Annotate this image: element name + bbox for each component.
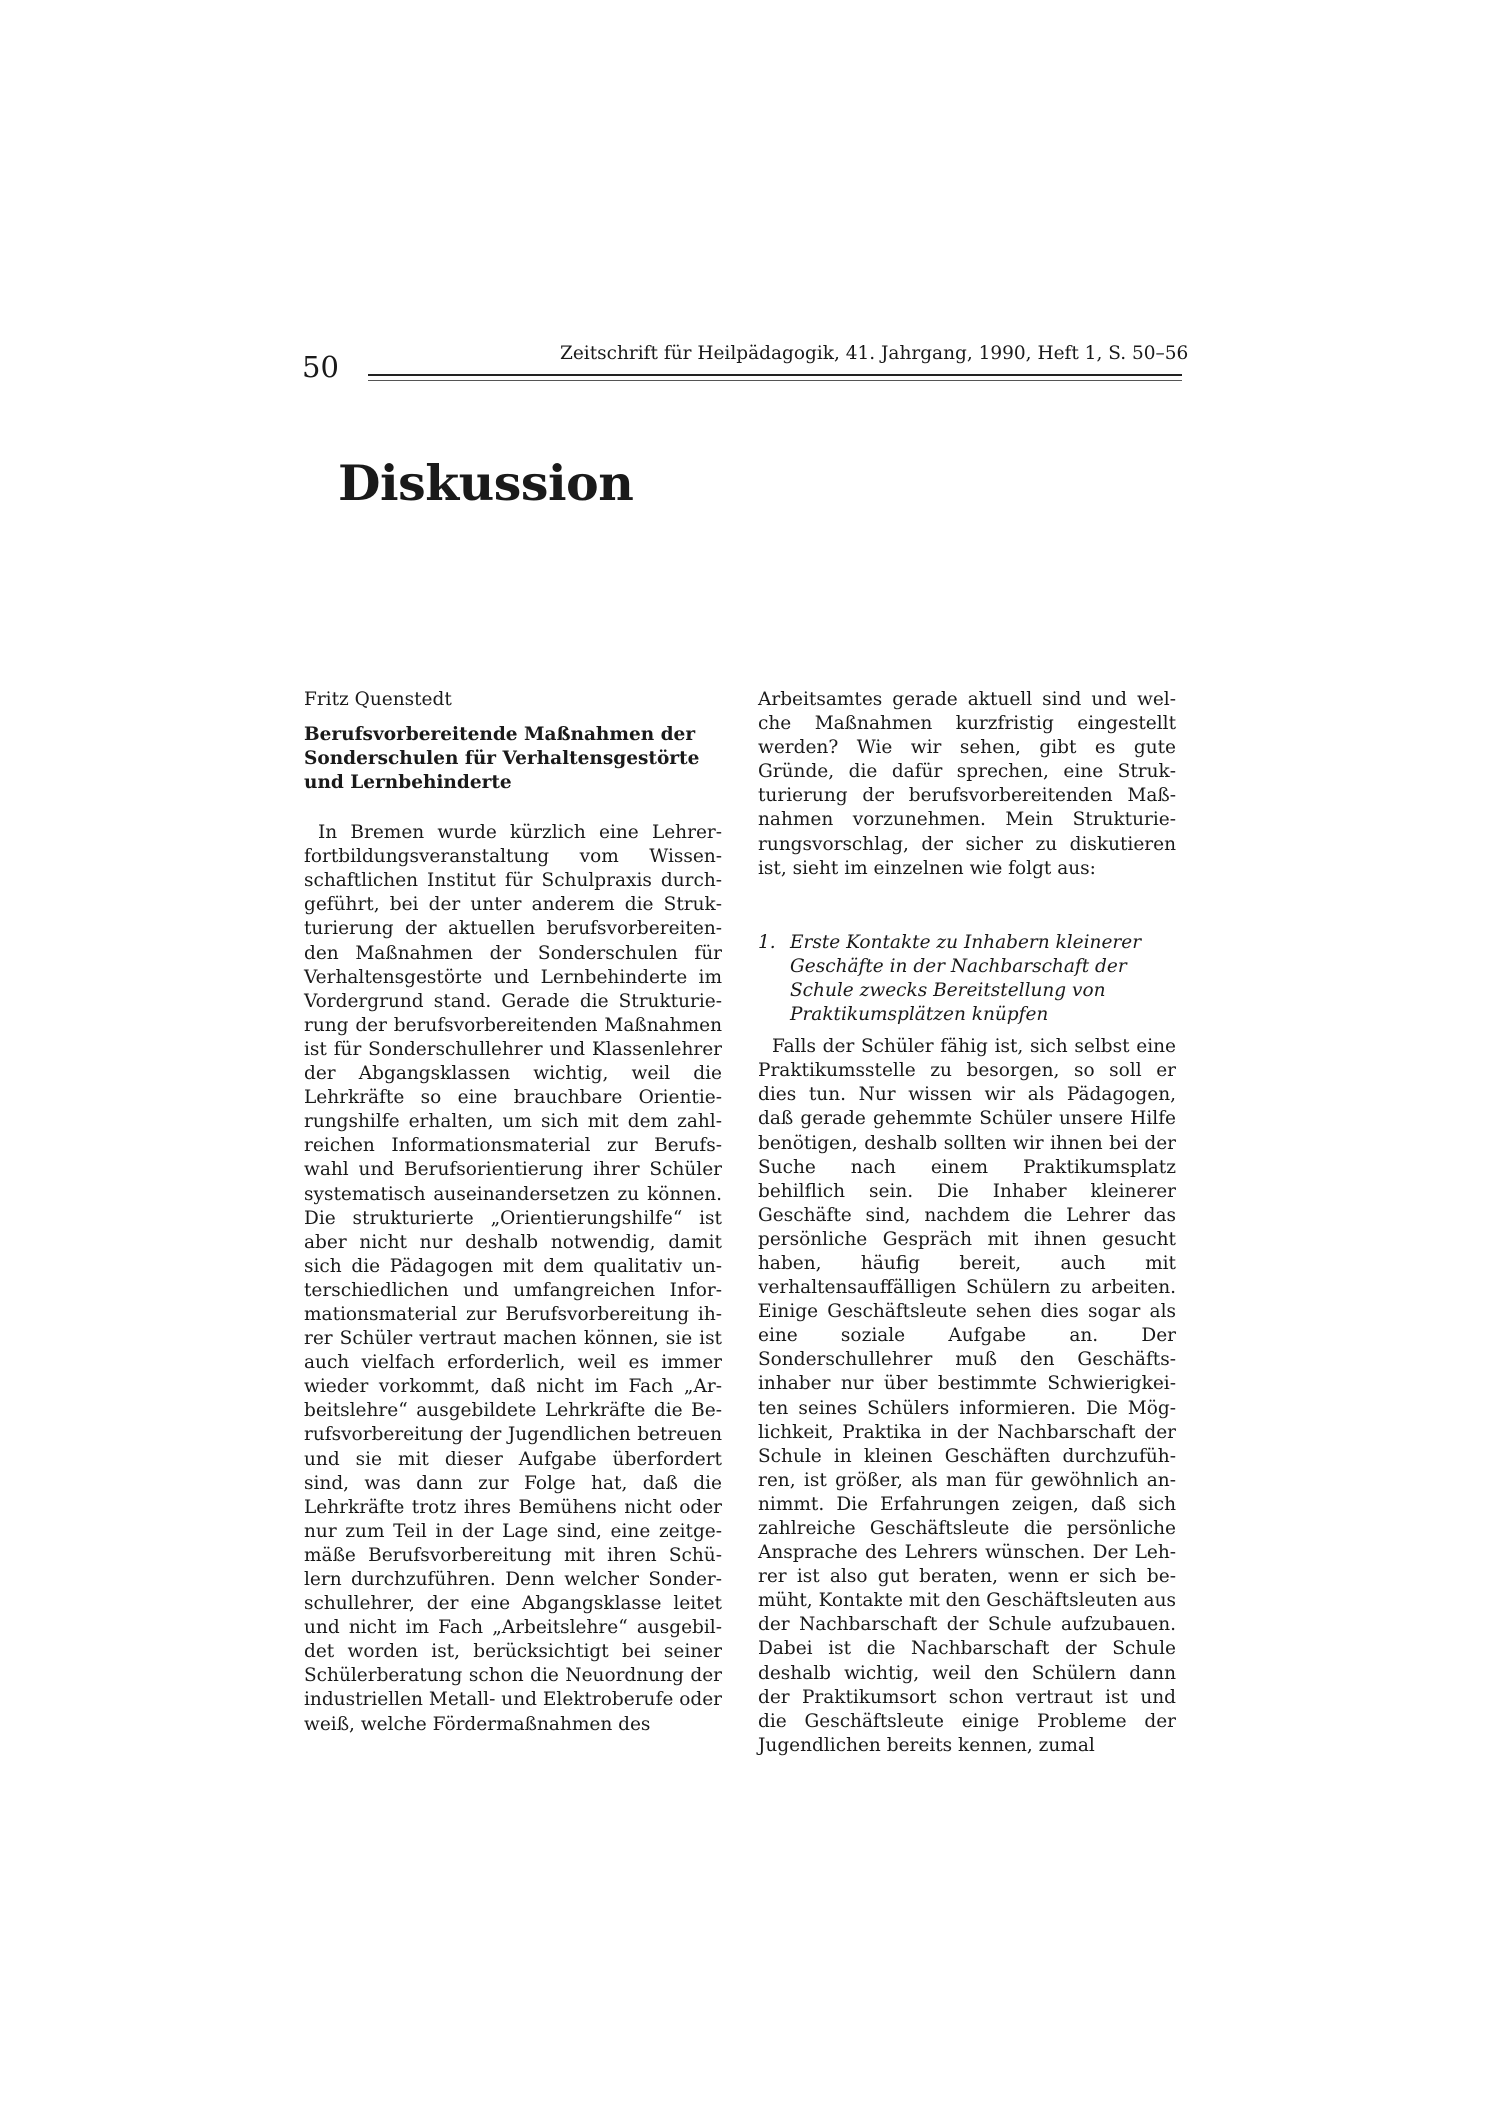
subsection-heading <box>758 931 1176 1027</box>
page-number: 50 <box>302 350 339 384</box>
right-column <box>758 688 1176 1758</box>
article-title: Berufsvorbereitende Maßnahmen der Sonderschulen für Verhaltensgestörte und Lernbehinderte <box>304 724 700 794</box>
body-paragraph-continued: Arbeitsamtes gerade aktuell sind und welche Maßnahmen kurzfristig eingestellt werden? Wie wir sehen, gibt es gute Gründe, die dafür sprechen, eine Strukturierung der berufsvorbereitenden Maßnahmen vorzunehmen. Mein Strukturierungsvorschlag, der sicher zu diskutieren ist, sieht im einzelnen wie folgt aus: <box>758 689 1176 879</box>
body-paragraph: Falls der Schüler fähig ist, sich selbst eine Praktikumsstelle zu besorgen, so soll er dies tun. Nur wissen wir als Pädagogen, daß gerade gehemmte Schüler unsere Hilfe benötigen, deshalb sollten wir ihnen bei der Suche nach einem Praktikumsplatz behilflich sein. Die Inhaber kleinerer Geschäfte sind, nachdem die Lehrer das persönliche Gespräch mit ihnen gesucht haben, häufig bereit, auch mit verhaltensauffälligen Schülern zu arbeiten. Einige Geschäftsleute sehen dies sogar als eine soziale Aufgabe an. Der Sonderschullehrer muß den Geschäftsinhaber nur über bestimmte Schwierigkeiten seines Schülers informieren. Die Möglichkeit, Praktika in der Nachbarschaft der Schule in kleinen Geschäften durchzuführen, ist größer, als man für gewöhnlich annimmt. Die Erfahrungen zeigen, daß sich zahlreiche Geschäftsleute die persönliche Ansprache des Lehrers wünschen. Der Lehrer ist also gut beraten, wenn er sich bemüht, Kontakte mit den Geschäftsleuten aus der Nachbarschaft der Schule aufzubauen. Dabei ist die Nachbarschaft der Schule deshalb wichtig, weil den Schülern dann der Praktikumsort schon vertraut ist und die Geschäftsleute einige Probleme der Jugendlichen bereits kennen, zumal <box>758 1036 1176 1756</box>
section-heading: Diskussion <box>338 453 634 512</box>
subsection-title: Erste Kontakte zu Inhabern kleinerer Geschäfte in der Nachbarschaft der Schule zwecks Bereitstellung von Praktikumsplätzen knüpfen <box>790 931 1142 1026</box>
journal-citation: Zeitschrift für Heilpädagogik, 41. Jahrgang, 1990, Heft 1, S. 50–56 <box>560 343 1189 364</box>
left-column <box>304 688 722 1737</box>
author-name: Fritz Quenstedt <box>304 689 452 710</box>
subsection-number: 1. <box>758 931 776 953</box>
body-paragraph: In Bremen wurde kürzlich eine Lehrerfortbildungsveranstaltung vom Wissenschaftlichen Institut für Schulpraxis durchgeführt, bei der unter anderem die Strukturierung der aktuellen berufsvorbereitenden Maßnahmen der Sonderschulen für Verhaltensgestörte und Lernbehinderte im Vordergrund stand. Gerade die Strukturierung der berufsvorbereitenden Maßnahmen ist für Sonderschullehrer und Klassenlehrer der Abgangsklassen wichtig, weil die Lehrkräfte so eine brauchbare Orientierungshilfe erhalten, um sich mit dem zahlreichen Informationsmaterial zur Berufswahl und Berufsorientierung ihrer Schüler systematisch auseinandersetzen zu können. Die strukturierte „Orientierungshilfe“ ist aber nicht nur deshalb notwendig, damit sich die Pädagogen mit dem qualitativ unterschiedlichen und umfangreichen Informationsmaterial zur Berufsvorbereitung ihrer Schüler vertraut machen können, sie ist auch vielfach erforderlich, weil es immer wieder vorkommt, daß nicht im Fach „Arbeitslehre“ ausgebildete Lehrkräfte die Berufsvorbereitung der Jugendlichen betreuen und sie mit dieser Aufgabe überfordert sind, was dann zur Folge hat, daß die Lehrkräfte trotz ihres Bemühens nicht oder nur zum Teil in der Lage sind, eine zeitgemäße Berufsvorbereitung mit ihren Schülern durchzuführen. Denn welcher Sonderschullehrer, der eine Abgangsklasse leitet und nicht im Fach „Arbeitslehre“ ausgebildet worden ist, berücksichtigt bei seiner Schülerberatung schon die Neuordnung der industriellen Metall- und Elektroberufe oder weiß, welche Fördermaßnahmen des <box>304 822 722 1735</box>
header-rule-thin <box>368 380 1182 381</box>
header-rule <box>368 374 1182 376</box>
